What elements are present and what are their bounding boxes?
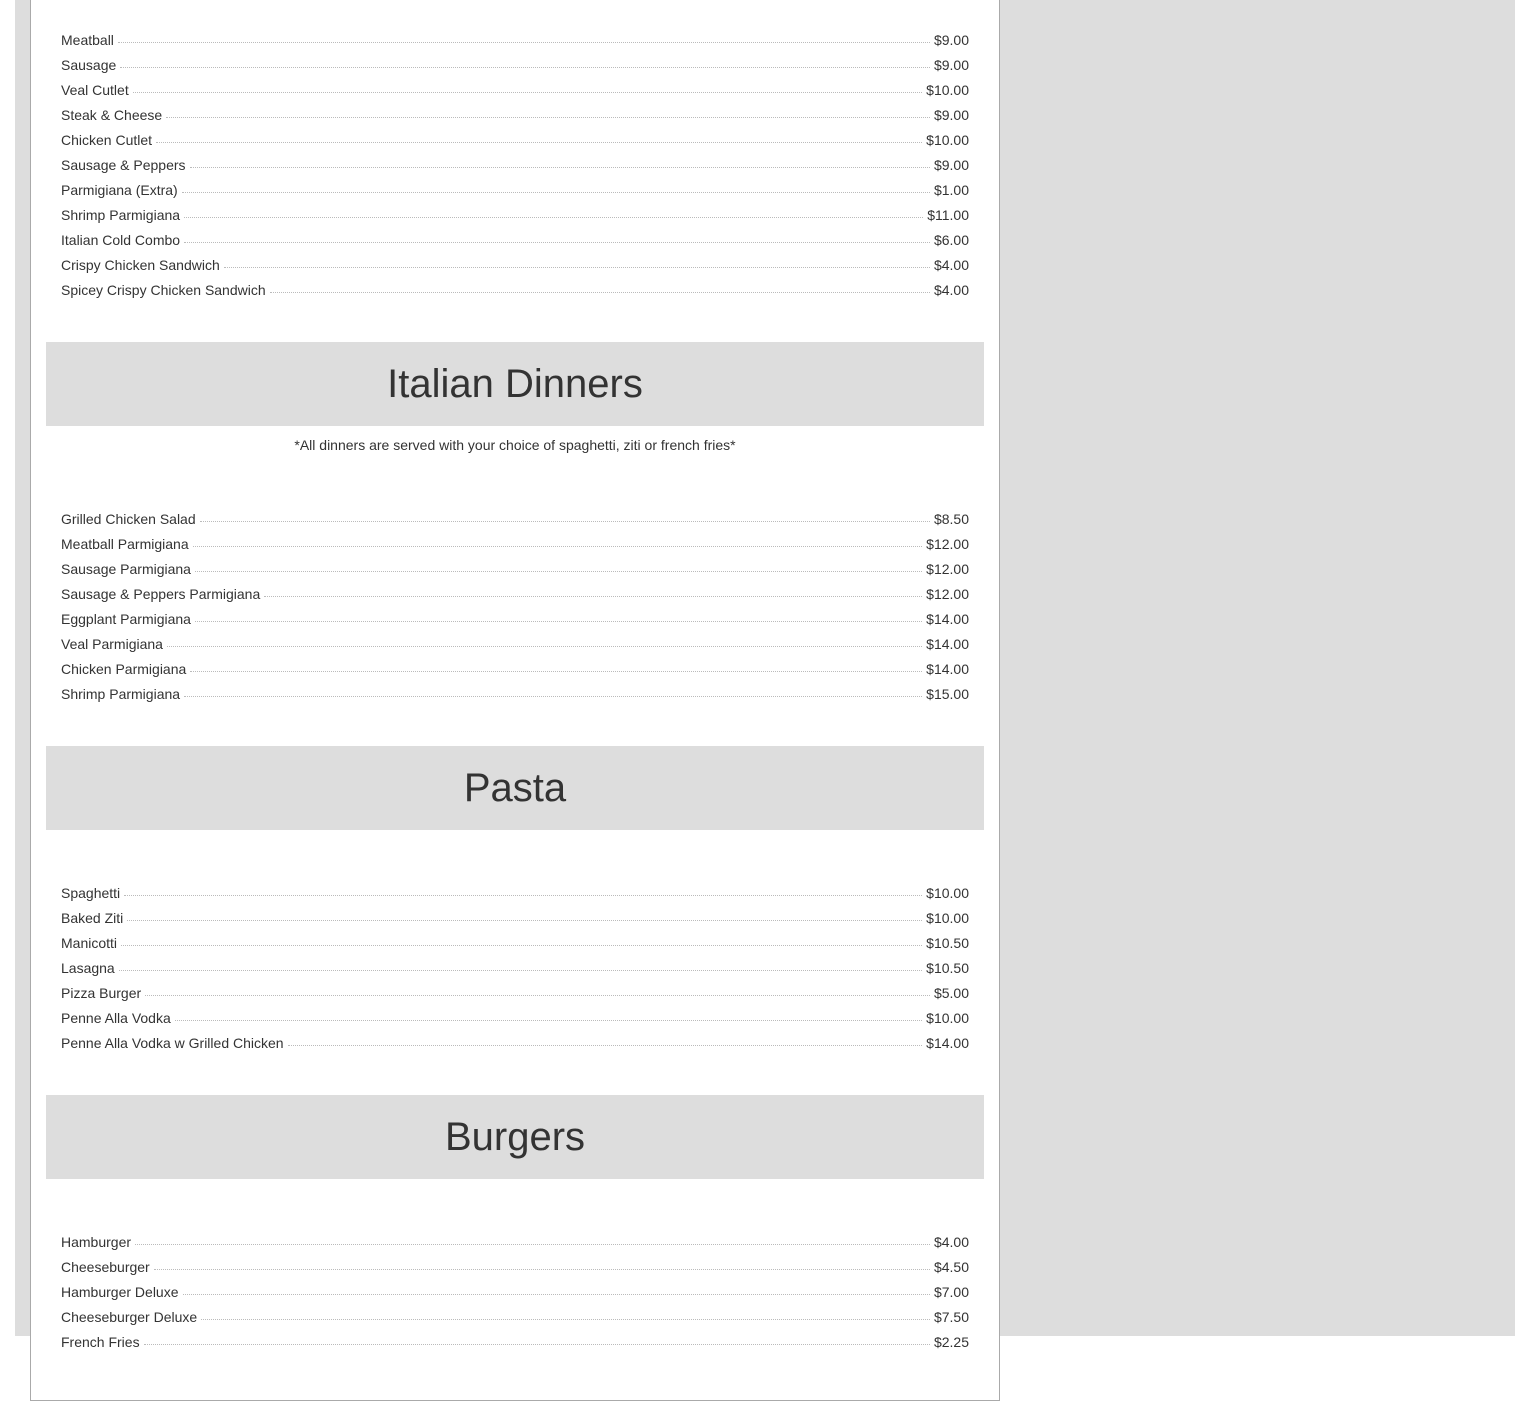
dot-leader bbox=[133, 92, 922, 93]
menu-item-name: Penne Alla Vodka bbox=[61, 1010, 171, 1026]
section-header-italian-dinners bbox=[46, 342, 984, 426]
dot-leader bbox=[135, 1244, 930, 1245]
menu-item-price: $9.00 bbox=[933, 32, 969, 48]
section-header-pasta bbox=[46, 746, 984, 830]
menu-item bbox=[61, 124, 969, 149]
menu-item-price: $4.50 bbox=[933, 1259, 969, 1275]
menu-item-name: Chicken Parmigiana bbox=[61, 661, 187, 677]
menu-item-name: Chicken Cutlet bbox=[61, 132, 153, 148]
section-title: Burgers bbox=[444, 1114, 586, 1159]
dot-leader bbox=[182, 192, 930, 193]
menu-item-name: Eggplant Parmigiana bbox=[61, 611, 191, 627]
dot-leader bbox=[288, 1045, 923, 1046]
menu-item bbox=[61, 1301, 969, 1326]
dot-leader bbox=[184, 696, 922, 697]
menu-item-name: Veal Cutlet bbox=[61, 82, 129, 98]
menu-item-price: $14.00 bbox=[926, 661, 969, 677]
menu-item-price: $10.00 bbox=[926, 1010, 969, 1026]
menu-item-name: Spaghetti bbox=[61, 885, 121, 901]
menu-item-name: Lasagna bbox=[61, 960, 115, 976]
menu-item bbox=[61, 628, 969, 653]
dot-leader bbox=[200, 521, 930, 522]
menu-item-price: $5.00 bbox=[933, 985, 969, 1001]
menu-item-name: Shrimp Parmigiana bbox=[61, 207, 181, 223]
menu-item bbox=[61, 24, 969, 49]
menu-item bbox=[61, 877, 969, 902]
menu-item-price: $10.00 bbox=[926, 82, 969, 98]
menu-item-name: Steak & Cheese bbox=[61, 107, 163, 123]
menu-item bbox=[61, 1326, 969, 1351]
dot-leader bbox=[224, 267, 930, 268]
menu-item-name: Meatball Parmigiana bbox=[61, 536, 189, 552]
menu-item-price: $10.50 bbox=[926, 935, 969, 951]
dot-leader bbox=[193, 546, 923, 547]
dot-leader bbox=[183, 1294, 930, 1295]
menu-item-price: $2.25 bbox=[933, 1334, 969, 1350]
menu-item-price: $10.00 bbox=[926, 910, 969, 926]
menu-item-name: Crispy Chicken Sandwich bbox=[61, 257, 220, 273]
dot-leader bbox=[127, 920, 922, 921]
dot-leader bbox=[184, 217, 923, 218]
menu-item-price: $15.00 bbox=[926, 686, 969, 702]
dot-leader bbox=[195, 621, 922, 622]
menu-item-name: Meatball bbox=[61, 32, 114, 48]
burgers-list bbox=[61, 1226, 969, 1351]
dot-leader bbox=[120, 67, 930, 68]
menu-item-name: Sausage Parmigiana bbox=[61, 561, 191, 577]
menu-item bbox=[61, 528, 969, 553]
menu-item-price: $14.00 bbox=[926, 636, 969, 652]
menu-item bbox=[61, 977, 969, 1002]
subs-list bbox=[61, 24, 969, 299]
dot-leader bbox=[264, 596, 922, 597]
menu-item bbox=[61, 1276, 969, 1301]
dot-leader bbox=[190, 671, 922, 672]
dot-leader bbox=[190, 167, 930, 168]
dot-leader bbox=[167, 646, 922, 647]
menu-item-price: $4.00 bbox=[933, 257, 969, 273]
menu-item bbox=[61, 678, 969, 703]
dot-leader bbox=[124, 895, 922, 896]
menu-item-price: $9.00 bbox=[933, 107, 969, 123]
dot-leader bbox=[201, 1319, 930, 1320]
menu-item-price: $12.00 bbox=[926, 561, 969, 577]
menu-item-name: Spicey Crispy Chicken Sandwich bbox=[61, 282, 266, 298]
menu-item-price: $9.00 bbox=[933, 157, 969, 173]
menu-item bbox=[61, 1027, 969, 1052]
dot-leader bbox=[118, 42, 930, 43]
menu-item-price: $6.00 bbox=[933, 232, 969, 248]
menu-item-price: $10.50 bbox=[926, 960, 969, 976]
menu-item-price: $7.00 bbox=[933, 1284, 969, 1300]
section-title: Italian Dinners bbox=[387, 361, 643, 406]
section-header-burgers bbox=[46, 1095, 984, 1179]
dot-leader bbox=[175, 1020, 922, 1021]
menu-item-name: Pizza Burger bbox=[61, 985, 142, 1001]
dot-leader bbox=[195, 571, 922, 572]
menu-item-price: $11.00 bbox=[927, 207, 969, 223]
menu-item-name: Parmigiana (Extra) bbox=[61, 182, 178, 198]
dot-leader bbox=[154, 1269, 930, 1270]
dot-leader bbox=[184, 242, 930, 243]
menu-item bbox=[61, 249, 969, 274]
menu-item-name: Veal Parmigiana bbox=[61, 636, 163, 652]
menu-item bbox=[61, 74, 969, 99]
menu-item-name: Sausage & Peppers bbox=[61, 157, 186, 173]
menu-item-price: $12.00 bbox=[926, 536, 969, 552]
italian-dinners-list bbox=[61, 503, 969, 703]
menu-item-name: Cheeseburger Deluxe bbox=[61, 1309, 198, 1325]
menu-item-price: $12.00 bbox=[926, 586, 969, 602]
section-note: *All dinners are served with your choice of spaghetti, ziti or french fries* bbox=[294, 437, 736, 453]
menu-item-name: Baked Ziti bbox=[61, 910, 124, 926]
section-title: Pasta bbox=[463, 765, 567, 810]
menu-item-name: Sausage bbox=[61, 57, 117, 73]
dot-leader bbox=[144, 1344, 930, 1345]
dot-leader bbox=[270, 292, 930, 293]
menu-item bbox=[61, 149, 969, 174]
menu-item bbox=[61, 199, 969, 224]
menu-item-name: Hamburger Deluxe bbox=[61, 1284, 179, 1300]
menu-item-name: Manicotti bbox=[61, 935, 118, 951]
pasta-list bbox=[61, 877, 969, 1052]
menu-item bbox=[61, 1226, 969, 1251]
menu-item bbox=[61, 553, 969, 578]
menu-item-price: $14.00 bbox=[926, 1035, 969, 1051]
menu-item bbox=[61, 49, 969, 74]
menu-item bbox=[61, 1002, 969, 1027]
menu-item bbox=[61, 503, 969, 528]
dot-leader bbox=[119, 970, 922, 971]
menu-item-name: Shrimp Parmigiana bbox=[61, 686, 181, 702]
menu-item bbox=[61, 99, 969, 124]
menu-item-name: Italian Cold Combo bbox=[61, 232, 181, 248]
menu-item-price: $4.00 bbox=[933, 1234, 969, 1250]
menu-item-price: $9.00 bbox=[933, 57, 969, 73]
menu-item-price: $4.00 bbox=[933, 282, 969, 298]
menu-item-price: $10.00 bbox=[926, 132, 969, 148]
menu-item-name: Cheeseburger bbox=[61, 1259, 150, 1275]
menu-item bbox=[61, 578, 969, 603]
menu-item-name: Hamburger bbox=[61, 1234, 132, 1250]
menu-item bbox=[61, 902, 969, 927]
menu-item-name: Sausage & Peppers Parmigiana bbox=[61, 586, 261, 602]
menu-item bbox=[61, 653, 969, 678]
menu-item bbox=[61, 927, 969, 952]
menu-item-name: Penne Alla Vodka w Grilled Chicken bbox=[61, 1035, 284, 1051]
dot-leader bbox=[166, 117, 930, 118]
menu-item bbox=[61, 174, 969, 199]
menu-item-name: French Fries bbox=[61, 1334, 140, 1350]
menu-item-price: $7.50 bbox=[933, 1309, 969, 1325]
menu-item-price: $14.00 bbox=[926, 611, 969, 627]
dot-leader bbox=[156, 142, 922, 143]
menu-item-price: $8.50 bbox=[933, 511, 969, 527]
menu-panel bbox=[30, 0, 1000, 1401]
menu-item bbox=[61, 224, 969, 249]
dot-leader bbox=[145, 995, 930, 996]
menu-item bbox=[61, 1251, 969, 1276]
menu-item-price: $10.00 bbox=[926, 885, 969, 901]
menu-item bbox=[61, 274, 969, 299]
menu-item bbox=[61, 952, 969, 977]
menu-item bbox=[61, 603, 969, 628]
menu-item-price: $1.00 bbox=[933, 182, 969, 198]
dot-leader bbox=[121, 945, 922, 946]
menu-item-name: Grilled Chicken Salad bbox=[61, 511, 196, 527]
